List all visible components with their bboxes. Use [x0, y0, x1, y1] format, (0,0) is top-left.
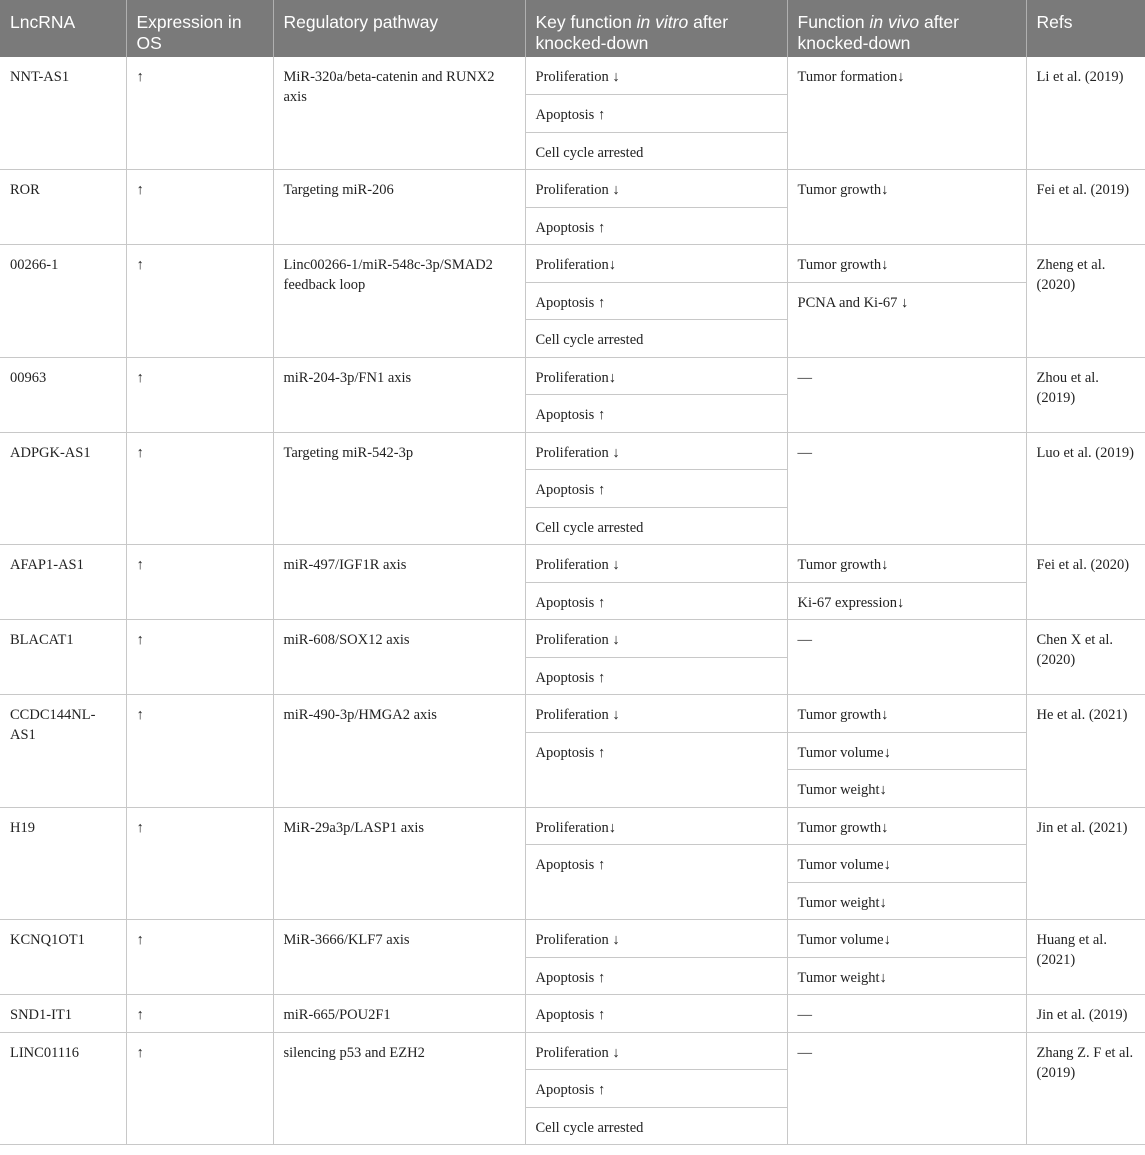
vivo-cell: Tumor volume↓ — [787, 920, 1026, 958]
header-vivo: Function in vivo after knocked-down — [787, 0, 1026, 57]
expression-cell: ↑ — [126, 920, 273, 995]
vivo-cell: Tumor growth↓ — [787, 545, 1026, 583]
vivo-cell: Tumor weight↓ — [787, 770, 1026, 808]
refs-cell: Luo et al. (2019) — [1026, 432, 1145, 545]
expression-cell: ↑ — [126, 245, 273, 358]
vivo-cell: Tumor weight↓ — [787, 957, 1026, 995]
lncrna-cell: 00963 — [0, 357, 126, 432]
table-row — [0, 545, 1145, 583]
table-row — [0, 995, 1145, 1033]
vitro-cell: Apoptosis ↑ — [525, 470, 787, 508]
refs-cell: Zhou et al. (2019) — [1026, 357, 1145, 432]
vivo-cell: — — [787, 357, 1026, 432]
expression-cell: ↑ — [126, 695, 273, 808]
lncrna-cell: H19 — [0, 807, 126, 920]
vivo-cell: Tumor formation↓ — [787, 57, 1026, 170]
vivo-cell: Tumor volume↓ — [787, 845, 1026, 883]
pathway-cell: MiR-320a/beta-catenin and RUNX2 axis — [273, 57, 525, 170]
vivo-cell: PCNA and Ki-67 ↓ — [787, 282, 1026, 357]
refs-cell: Li et al. (2019) — [1026, 57, 1145, 170]
vitro-cell: Apoptosis ↑ — [525, 845, 787, 920]
expression-cell: ↑ — [126, 620, 273, 695]
refs-cell: Jin et al. (2019) — [1026, 995, 1145, 1033]
vivo-cell: — — [787, 620, 1026, 695]
lncrna-cell: AFAP1-AS1 — [0, 545, 126, 620]
pathway-cell: miR-490-3p/HMGA2 axis — [273, 695, 525, 808]
vitro-cell: Apoptosis ↑ — [525, 1070, 787, 1108]
pathway-cell: Linc00266-1/miR-548c-3p/SMAD2 feedback loop — [273, 245, 525, 358]
refs-cell: Fei et al. (2019) — [1026, 170, 1145, 245]
header-pathway: Regulatory pathway — [273, 0, 525, 57]
header-expression: Expression in OS — [126, 0, 273, 57]
vitro-cell: Apoptosis ↑ — [525, 282, 787, 320]
vitro-cell: Proliferation↓ — [525, 357, 787, 395]
refs-cell: Jin et al. (2021) — [1026, 807, 1145, 920]
refs-cell: He et al. (2021) — [1026, 695, 1145, 808]
table-row — [0, 57, 1145, 95]
table-row — [0, 170, 1145, 208]
vitro-cell: Proliferation↓ — [525, 245, 787, 283]
vitro-cell: Apoptosis ↑ — [525, 732, 787, 807]
header-refs: Refs — [1026, 0, 1145, 57]
vitro-cell: Apoptosis ↑ — [525, 582, 787, 620]
expression-cell: ↑ — [126, 1032, 273, 1145]
refs-cell: Zhang Z. F et al. (2019) — [1026, 1032, 1145, 1145]
pathway-cell: MiR-29a3p/LASP1 axis — [273, 807, 525, 920]
pathway-cell: miR-608/SOX12 axis — [273, 620, 525, 695]
lncrna-cell: LINC01116 — [0, 1032, 126, 1145]
vivo-cell: — — [787, 995, 1026, 1033]
refs-cell: Zheng et al. (2020) — [1026, 245, 1145, 358]
vivo-cell: Tumor growth↓ — [787, 695, 1026, 733]
table-row — [0, 695, 1145, 733]
vitro-cell: Apoptosis ↑ — [525, 207, 787, 245]
vitro-cell: Apoptosis ↑ — [525, 657, 787, 695]
table-row — [0, 807, 1145, 845]
header-row — [0, 0, 1145, 57]
pathway-cell: Targeting miR-206 — [273, 170, 525, 245]
vitro-cell: Proliferation ↓ — [525, 545, 787, 583]
vivo-cell: Tumor weight↓ — [787, 882, 1026, 920]
vitro-cell: Apoptosis ↑ — [525, 957, 787, 995]
vitro-cell: Proliferation ↓ — [525, 920, 787, 958]
expression-cell: ↑ — [126, 545, 273, 620]
pathway-cell: silencing p53 and EZH2 — [273, 1032, 525, 1145]
lncrna-cell: BLACAT1 — [0, 620, 126, 695]
vivo-cell: Tumor growth↓ — [787, 170, 1026, 245]
expression-cell: ↑ — [126, 807, 273, 920]
lncrna-cell: CCDC144NL-AS1 — [0, 695, 126, 808]
pathway-cell: Targeting miR-542-3p — [273, 432, 525, 545]
table-row — [0, 620, 1145, 658]
vitro-cell: Proliferation ↓ — [525, 170, 787, 208]
lncrna-cell: 00266-1 — [0, 245, 126, 358]
pathway-cell: MiR-3666/KLF7 axis — [273, 920, 525, 995]
vitro-cell: Apoptosis ↑ — [525, 995, 787, 1033]
vitro-cell: Cell cycle arrested — [525, 1107, 787, 1145]
lncrna-cell: ADPGK-AS1 — [0, 432, 126, 545]
pathway-cell: miR-204-3p/FN1 axis — [273, 357, 525, 432]
vitro-cell: Proliferation ↓ — [525, 620, 787, 658]
vitro-cell: Proliferation ↓ — [525, 432, 787, 470]
vivo-cell: Tumor volume↓ — [787, 732, 1026, 770]
lncrna-cell: ROR — [0, 170, 126, 245]
table-row — [0, 357, 1145, 395]
vitro-cell: Proliferation ↓ — [525, 695, 787, 733]
vitro-cell: Apoptosis ↑ — [525, 395, 787, 433]
table-row — [0, 1032, 1145, 1070]
vitro-cell: Proliferation↓ — [525, 807, 787, 845]
vitro-cell: Apoptosis ↑ — [525, 95, 787, 133]
vivo-cell: — — [787, 1032, 1026, 1145]
vitro-cell: Cell cycle arrested — [525, 132, 787, 170]
table-row — [0, 432, 1145, 470]
expression-cell: ↑ — [126, 357, 273, 432]
expression-cell: ↑ — [126, 57, 273, 170]
expression-cell: ↑ — [126, 170, 273, 245]
vivo-cell: — — [787, 432, 1026, 545]
expression-cell: ↑ — [126, 432, 273, 545]
vitro-cell: Proliferation ↓ — [525, 57, 787, 95]
refs-cell: Fei et al. (2020) — [1026, 545, 1145, 620]
pathway-cell: miR-497/IGF1R axis — [273, 545, 525, 620]
lncrna-cell: KCNQ1OT1 — [0, 920, 126, 995]
table-row — [0, 245, 1145, 283]
vitro-cell: Proliferation ↓ — [525, 1032, 787, 1070]
header-lncrna: LncRNA — [0, 0, 126, 57]
vitro-cell: Cell cycle arrested — [525, 507, 787, 545]
vivo-cell: Tumor growth↓ — [787, 807, 1026, 845]
refs-cell: Chen X et al. (2020) — [1026, 620, 1145, 695]
vitro-cell: Cell cycle arrested — [525, 320, 787, 358]
table-row — [0, 920, 1145, 958]
pathway-cell: miR-665/POU2F1 — [273, 995, 525, 1033]
vivo-cell: Tumor growth↓ — [787, 245, 1026, 283]
expression-cell: ↑ — [126, 995, 273, 1033]
vivo-cell: Ki-67 expression↓ — [787, 582, 1026, 620]
lncrna-cell: NNT-AS1 — [0, 57, 126, 170]
refs-cell: Huang et al. (2021) — [1026, 920, 1145, 995]
lncrna-cell: SND1-IT1 — [0, 995, 126, 1033]
header-vitro: Key function in vitro after knocked-down — [525, 0, 787, 57]
